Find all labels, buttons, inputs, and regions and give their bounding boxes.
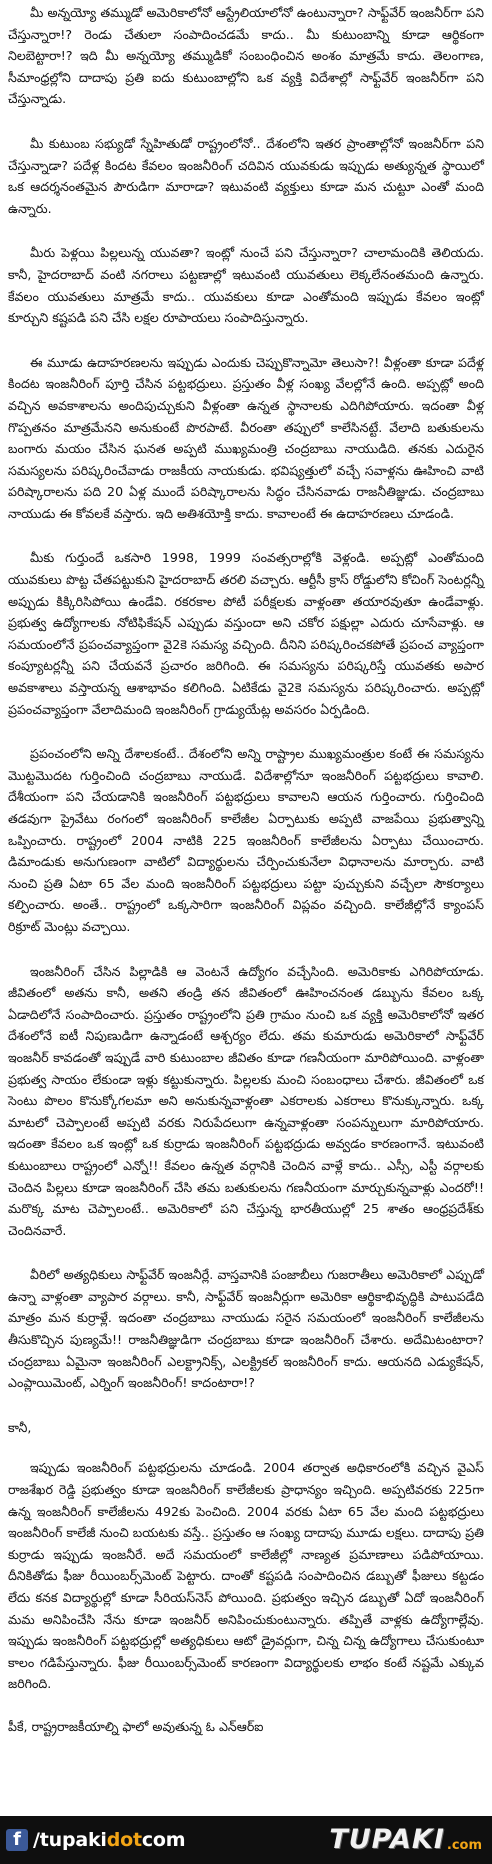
facebook-icon: f [6, 1829, 28, 1851]
article-paragraph-4: ఈ మూడు ఉదాహరణలను ఇప్పుడు ఎందుకు చెప్పుకొన్నామో తెలుసా?! వీళ్లంతా కూడా పదేళ్ల కిందట ఇంజనీరింగ్ పూర్తి చేసిన పట్టభద్రులు. ప్రస్తుతం వీళ్ల సంఖ్య వేలల్లోనే ఉంది. అప్పట్లో అంది వచ్చిన అవకాశాలను అందిపుచ్చుకుని వీళ్లంతా ఉన్నత స్థానాలకు ఎదిగిపోయారు. ఇదంతా వీళ్ల గొప్పతనం మాత్రమేనని అనుకుంటే పొరపాటే. వీరంతా తప్పులో కాలేసినట్టే. వేలాది బతుకులను బంగారు మయం చేసిన ఘనత అప్పటి ముఖ్యమంత్రి చంద్రబాబు నాయుడిది. తనకు ఎదురైన సమస్యలను పరిష్కరించేవాడు రాజకీయ నాయకుడు. భవిష్యత్తులో వచ్చే సవాళ్లను ఊహించి వాటి పరిష్కారాలను పది 20 ఏళ్ల ముందే పరిష్కారాలను సిద్ధం చేసినవాడు రాజనీతిజ్ఞుడు. చంద్రబాబు నాయుడు ఈ కోవలకే వస్తారు. ఇది అతిశయోక్తి కాదు. కావాలంటే ఈ ఉదాహరణలు చూడండి. [8, 354, 484, 521]
facebook-label-accent: dot [106, 1829, 142, 1851]
article-paragraph-3: మీరు పెళ్లయి పిల్లలున్న యువతా? ఇంట్లో నుంచే పని చేస్తున్నారా? చాలామందికి తెలియదు. కానీ, హైదరాబాద్ వంటి నగరాలు పట్టణాల్లో ఇటువంటి యువతులు లెక్కలేనంతమంది ఉన్నారు. కేవలం యువతులు మాత్రమే కాదు.. యువకులు కూడా ఎంతోమంది ఇప్పుడు కేవలం ఇంట్లో కూర్చుని కష్టపడి పని చేసి లక్షల రూపాయలు సంపాదిస్తున్నారు. [8, 245, 484, 326]
article-paragraph-9: కానీ, [8, 1419, 32, 1435]
article-paragraph-7: ఇంజనీరింగ్ చేసిన పిల్లాడికి ఆ వెంటనే ఉద్యోగం వచ్చేసింది. అమెరికాకు ఎగిరిపోయాడు. జీవితంలో అతను కానీ, అతని తండ్రి తన జీవితంలో ఊహించనంత డబ్బును కేవలం ఒక్క ఏడాదిలోనే సంపాదించారు. ప్రస్తుతం రాష్ట్రంలోని ప్రతి గ్రామం నుంచి ఒక వ్యక్తి అమెరికాలోనో ఇతర దేశంలోనే ఐటీ నిపుణుడిగా ఉన్నాడంటే ఆశ్చర్యం లేదు. తమ కుమారుడు అమెరికాలో సాఫ్ట్‌వేర్ ఇంజనీర్ కావడంతో ఇప్పుడే వారి కుటుంబాల జీవితం కూడా గణనీయంగా మారిపోయింది. వాళ్లంతా ప్రభుత్వ సాయం లేకుండా ఇళ్లు కట్టుకున్నారు. పిల్లలకు మంచి సంబంధాలు చేశారు. జీవితంలో ఒక సెంటు పొలం కొనుక్కోగలమా అని అనుకున్నవాళ్లంతా ఎకరాలకు ఎకరాలు కొనుక్కున్నారు. ఒక్క మాటలో చెప్పాలంటే అప్పటి వరకు నిరుపేదలుగా ఉన్నవాళ్లంతా సంపన్నులుగా మారిపోయారు. ఇదంతా కేవలం ఒక ఇంట్లో ఒక కుర్రాడు ఇంజనీరింగ్ పట్టభద్రుడు అవ్వడం కారణంగానే. ఇటువంటి కుటుంబాలు రాష్ట్రంలో ఎన్నో!! కేవలం ఉన్నత వర్గానికి చెందిన వాళ్లే కాదు.. ఎస్సీ, ఎస్టీ వర్గాలకు చెందిన పిల్లలు కూడా ఇంజనీరింగ్ చేసి తమ బతుకులను గణనీయంగా మార్చుకున్నవాళ్లు ఎందరో!! మరొక్క మాట చెప్పాలంటే.. అమెరికాలో పని చేస్తున్న భారతీయుల్లో 25 శాతం ఆంధ్రప్రదేశ్‌కు చెందినవారే. [8, 963, 484, 1238]
facebook-label-prefix: /tupaki [33, 1829, 107, 1851]
article-paragraph-8: వీరిలో అత్యధికులు సాఫ్ట్‌వేర్ ఇంజనీర్లే. వాస్తవానికి పంజాబీలు గుజరాతీలు అమెరికాలో ఎప్పుడో ఉన్నా వాళ్లంతా వ్యాపార వర్గాలు. కానీ, సాఫ్ట్‌వేర్ ఇంజనీర్లుగా అమెరికా ఆర్థికాభివృద్ధికి పాటుపడేది మాత్రం మన కుర్రాళ్లే. ఇదంతా చంద్రబాబు నాయుడు సరైన సమయంలో ఇంజనీరింగ్ కాలేజీలను తీసుకొచ్చిన పుణ్యమే!! రాజనీతిజ్ఞుడిగా చంద్రబాబు కూడా ఇంజనీరింగ్ చేశారు. అదేమిటంటారా? చంద్రబాబు ఏమైనా ఇంజనీరింగ్ ఎలక్ట్రానిక్స్, ఎలక్ట్రికల్ ఇంజనీరింగ్ కాదు. ఆయనది ఎడ్యుకేషన్, ఎంప్లాయిమెంట్, ఎర్నింగ్ ఇంజనీరింగ్! కాదంటారా!? [8, 1267, 484, 1391]
brand-domain: .com [446, 1838, 482, 1853]
article-paragraph-6: ప్రపంచంలోని అన్ని దేశాలకంటే.. దేశంలోని అన్ని రాష్ట్రాల ముఖ్యమంత్రుల కంటే ఈ సమస్యను మొట్టమొదట గుర్తించింది చంద్రబాబు నాయుడే. విదేశాల్లోనూ ఇంజనీరింగ్ పట్టభద్రులు కావాలి. దేశీయంగా పని చేయడానికి ఇంజనీరింగ్ పట్టభద్రులు కావాలని ఆయన గుర్తించారు. గుర్తించింది తడవుగా ప్రైవేటు రంగంలో ఇంజనీరింగ్ కాలేజీల ఏర్పాటుకు అప్పటి వాజపేయి ప్రభుత్వాన్ని ఒప్పించారు. రాష్ట్రంలో 2004 నాటికి 225 ఇంజనీరింగ్ కాలేజీలను ఏర్పాటు చేయించారు. డిమాండుకు అనుగుణంగా వాటిలో విద్యార్థులను చేర్పించుకునేలా విధానాలను మార్చారు. వాటి నుంచి ప్రతి ఏటా 65 వేల మంది ఇంజనీరింగ్ పట్టభద్రులు పట్టా పుచ్చుకుని వచ్చేలా సౌకర్యాలు కల్పించారు. అంతే.. రాష్ట్రంలో ఒక్కసారిగా ఇంజనీరింగ్ విప్లవం వచ్చింది. కాలేజీల్లోనే క్యాంపస్ రిక్రూట్ మెంట్లు వచ్చాయి. [8, 746, 484, 934]
facebook-page-link[interactable] [6, 1829, 185, 1851]
facebook-label-suffix: com [141, 1829, 186, 1851]
article-paragraph-10: ఇప్పుడు ఇంజనీరింగ్ పట్టభద్రులను చూడండి. 2004 తర్వాత అధికారంలోకి వచ్చిన వైఎస్ రాజశేఖర రెడ్డి ప్రభుత్వం కూడా ఇంజనీరింగ్ కాలేజీలకు ప్రాధాన్యం ఇచ్చింది. అప్పటివరకు 225గా ఉన్న ఇంజనీరింగ్ కాలేజీలను 492కు పెంచింది. 2004 వరకు ఏటా 65 వేల మంది పట్టభద్రులు ఇంజనీరింగ్ కాలేజీ నుంచి బయటకు వస్తే.. ప్రస్తుతం ఆ సంఖ్య దాదాపు మూడు లక్షలు. దాదాపు ప్రతి కుర్రాడు ఇప్పుడు ఇంజనీరే. అదే సమయంలో కాలేజీల్లో నాణ్యత ప్రమాణాలు పడిపోయాయి. దీనికితోడు ఫీజు రీయింబర్స్‌మెంట్ పెట్టారు. దాంతో కష్టపడి సంపాదించిన డబ్బుతో ఫీజులు కట్టడం లేదు కనక విద్యార్థుల్లో కూడా సీరియస్‌నెస్ పోయింది. ప్రభుత్వం ఇచ్చిన డబ్బుతో ఏదో ఇంజనీరింగ్ మమ అనిపించేసి నేను కూడా ఇంజనీర్ అనిపించుకుంటున్నారు. తప్పితే వాళ్లకు ఉద్యోగాల్లేవు. ఇప్పుడు ఇంజనీరింగ్ పట్టభద్రుల్లో అత్యధికులు ఆటో డ్రైవర్లుగా, చిన్న చిన్న ఉద్యోగాలు చేసుకుంటూ కాలం గడిపేస్తున్నారు. ఫీజు రీయింబర్స్‌మెంట్ కారణంగా విద్యార్థులకు లాభం కంటే నష్టమే ఎక్కువ జరిగింది. [8, 1460, 484, 1692]
brand-name: TUPAKI [329, 1824, 445, 1855]
facebook-page-label [33, 1829, 185, 1851]
article-paragraph-5: మీకు గుర్తుందే ఒకసారి 1998, 1999 సంవత్సరాల్లోకి వెళ్లండి. అప్పట్లో ఎంతోమంది యువకులు పొట్ట చేతపట్టుకుని హైదరాబాద్ తరలి వచ్చారు. ఆర్టీసీ క్రాస్ రోడ్డులోని కోచింగ్ సెంటర్లన్నీ అప్పుడు కిక్కిరిసిపోయి ఉండేవి. రకరకాల పోటీ పరీక్షలకు వాళ్లంతా తయారవుతూ ఉండేవాళ్లు. ప్రభుత్వ ఉద్యోగాలకు నోటిఫికేషన్ ఎప్పుడు వస్తుందా అని చకోర పక్షుల్లా ఎదురు చూసేవాళ్లు. ఆ సమయంలోనే ప్రపంచవ్యాప్తంగా వై2కె సమస్య వచ్చింది. దీనిని పరిష్కరించకపోతే ప్రపంచ వ్యాప్తంగా కంప్యూటర్లన్నీ పని చేయవనే ప్రచారం జరిగింది. ఈ సమస్యను పరిష్కరిస్తే యువతకు అపార అవకాశాలు వస్తాయన్న ఆశాభావం కలిగింది. ఏటికేడు వై2కె సమస్యను పరిష్కరించారు. అప్పట్లో ప్రపంచవ్యాప్తంగా వేలాదిమంది ఇంజనీరింగ్ గ్రాడ్యుయేట్ల అవసరం ఏర్పడింది. [8, 550, 484, 717]
article-paragraph-1: మీ అన్నయ్యో తమ్ముడో అమెరికాలోనో ఆస్ట్రేలియాలోనో ఉంటున్నారా? సాఫ్ట్‌వేర్ ఇంజనీర్‌గా పని చేస్తున్నారా!? రెండు చేతులా సంపాదించడమే కాదు.. మీ కుటుంబాన్ని కూడా ఆర్థికంగా నిలబెట్టారా!? ఇది మీ అన్నయ్యో తమ్ముడికో సంబంధించిన అంశం మాత్రమే కాదు. తెలంగాణ, సీమాంధ్రల్లోని దాదాపు ప్రతి ఐదు కుటుంబాల్లోని ఒక వ్యక్తి విదేశాల్లో సాఫ్ట్‌వేర్ ఇంజనీర్‌గా పని చేస్తున్నాడు. [8, 5, 484, 107]
footer-bar [0, 1816, 492, 1864]
author-byline: పీకే, రాష్ట్రరాజకీయాల్ని ఫాలో అవుతున్న ఓ ఎన్ఆర్ఐ [8, 1718, 264, 1734]
article-paragraph-2: మీ కుటుంబ సభ్యుడో స్నేహితుడో రాష్ట్రంలోనో.. దేశంలోని ఇతర ప్రాంతాల్లోనో ఇంజనీర్‌గా పని చేస్తున్నాడా? పదేళ్ల కిందట కేవలం ఇంజనీరింగ్ చదివిన యువకుడు ఇప్పుడు అత్యున్నత స్థాయిలో ఒక ఆదర్శనంతమైన పౌరుడిగా మారాడా? ఇటువంటి వ్యక్తులు కూడా మన చుట్టూ ఎంతో మంది ఉన్నారు. [8, 135, 484, 216]
tupaki-logo[interactable] [329, 1825, 482, 1855]
